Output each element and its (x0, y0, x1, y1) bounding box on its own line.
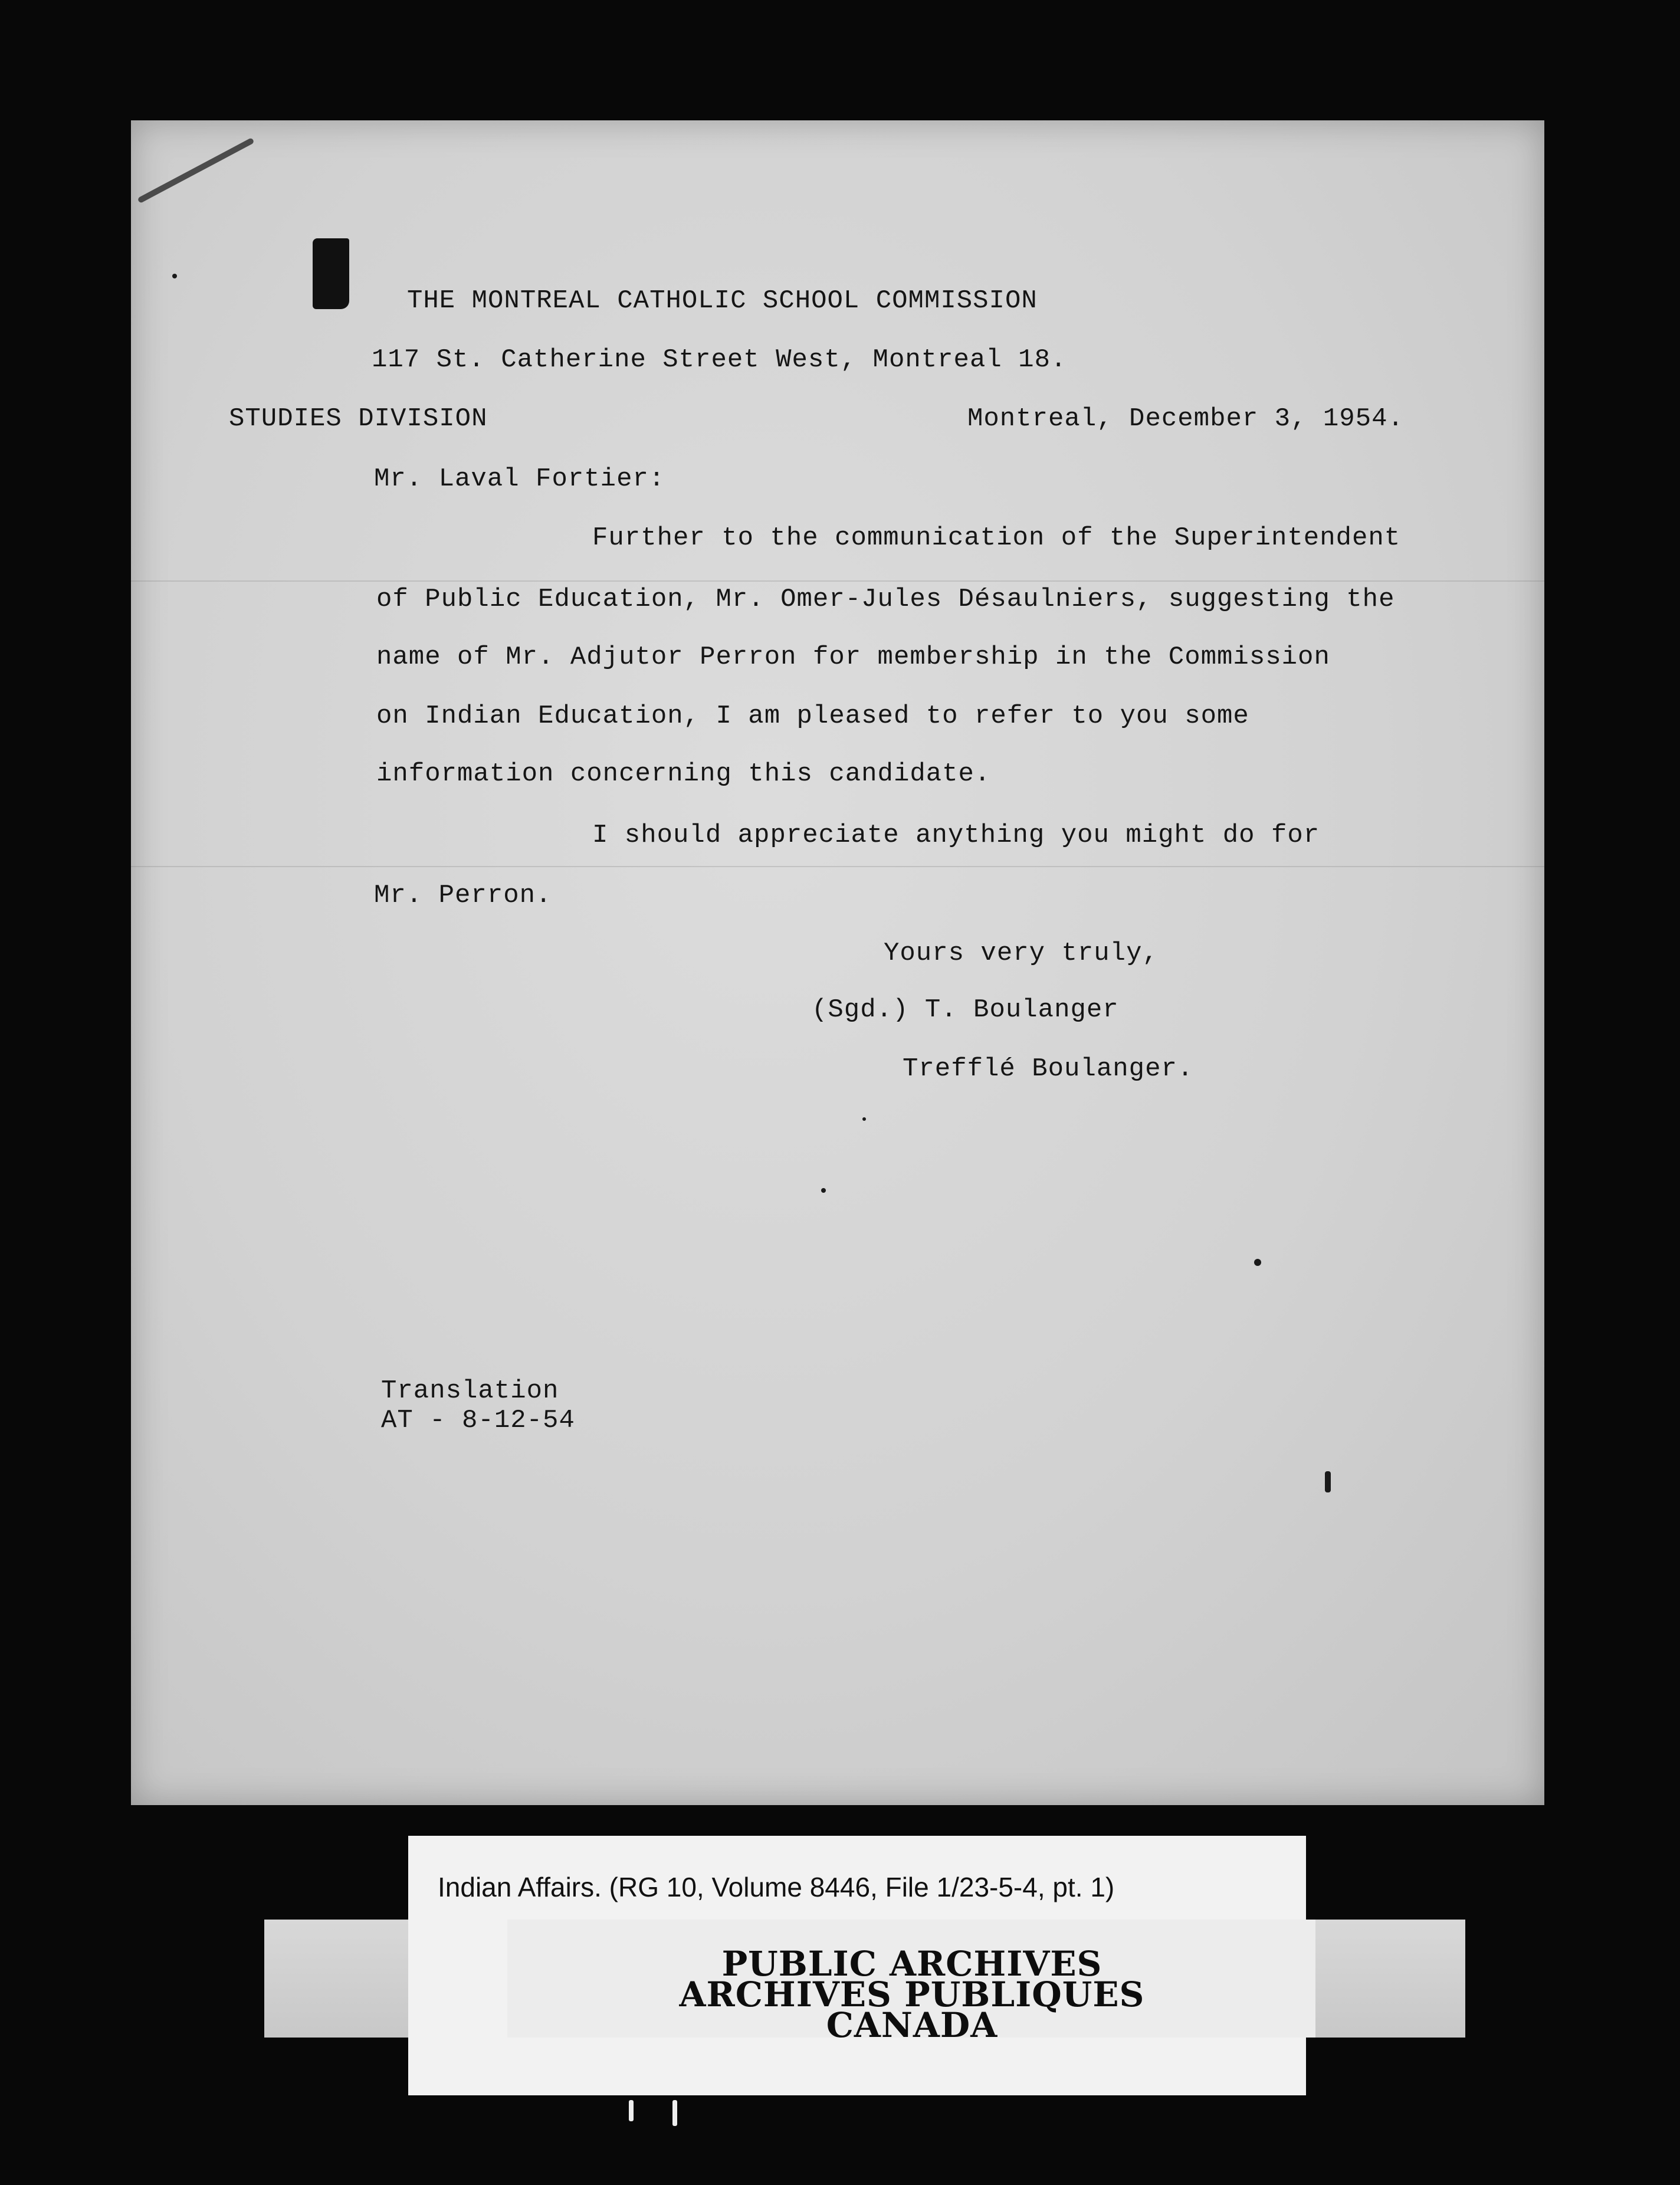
paper-punch-mark (313, 238, 349, 309)
letterhead-address: 117 St. Catherine Street West, Montreal 18. (372, 345, 1067, 375)
signature-line: (Sgd.) T. Boulanger (812, 995, 1119, 1025)
body-line: I should appreciate anything you might do for (592, 821, 1320, 850)
dust-speck (1254, 1259, 1261, 1266)
dust-speck (862, 1117, 866, 1121)
body-line: name of Mr. Adjutor Perron for membership in the Commission (376, 642, 1330, 672)
signer-name: Trefflé Boulanger. (903, 1054, 1194, 1084)
body-line: of Public Education, Mr. Omer-Jules Désaulniers, suggesting the (376, 585, 1395, 614)
body-line: Further to the communication of the Superintendent (592, 523, 1401, 553)
letter-date: Montreal, December 3, 1954. (967, 404, 1404, 434)
dust-speck (1325, 1471, 1331, 1492)
archive-reference-text: Indian Affairs. (RG 10, Volume 8446, File 1/23-5-4, pt. 1) (438, 1872, 1115, 1902)
body-line: Mr. Perron. (374, 881, 552, 910)
translation-note: Translation (381, 1376, 559, 1406)
body-line: on Indian Education, I am pleased to refer to you some (376, 701, 1249, 731)
paper-damage-scratch (137, 137, 255, 204)
archive-stamp-line: PUBLIC ARCHIVES (721, 1944, 1102, 1984)
letterhead-organization: THE MONTREAL CATHOLIC SCHOOL COMMISSION (407, 286, 1038, 316)
valediction: Yours very truly, (884, 939, 1159, 968)
paper-fold-line (131, 580, 1544, 582)
body-line: information concerning this candidate. (376, 759, 991, 789)
film-edge-mark (672, 2100, 677, 2126)
film-edge-mark (629, 2100, 634, 2121)
archive-stamp-line: CANADA (826, 2005, 998, 2045)
translation-code: AT - 8-12-54 (381, 1406, 575, 1435)
paper-fold-line (131, 866, 1544, 867)
dust-speck (172, 274, 177, 278)
archive-stamp-line: ARCHIVES PUBLIQUES (679, 1974, 1145, 2015)
dust-speck (821, 1188, 826, 1193)
salutation: Mr. Laval Fortier: (374, 464, 665, 494)
division-name: STUDIES DIVISION (229, 404, 488, 434)
